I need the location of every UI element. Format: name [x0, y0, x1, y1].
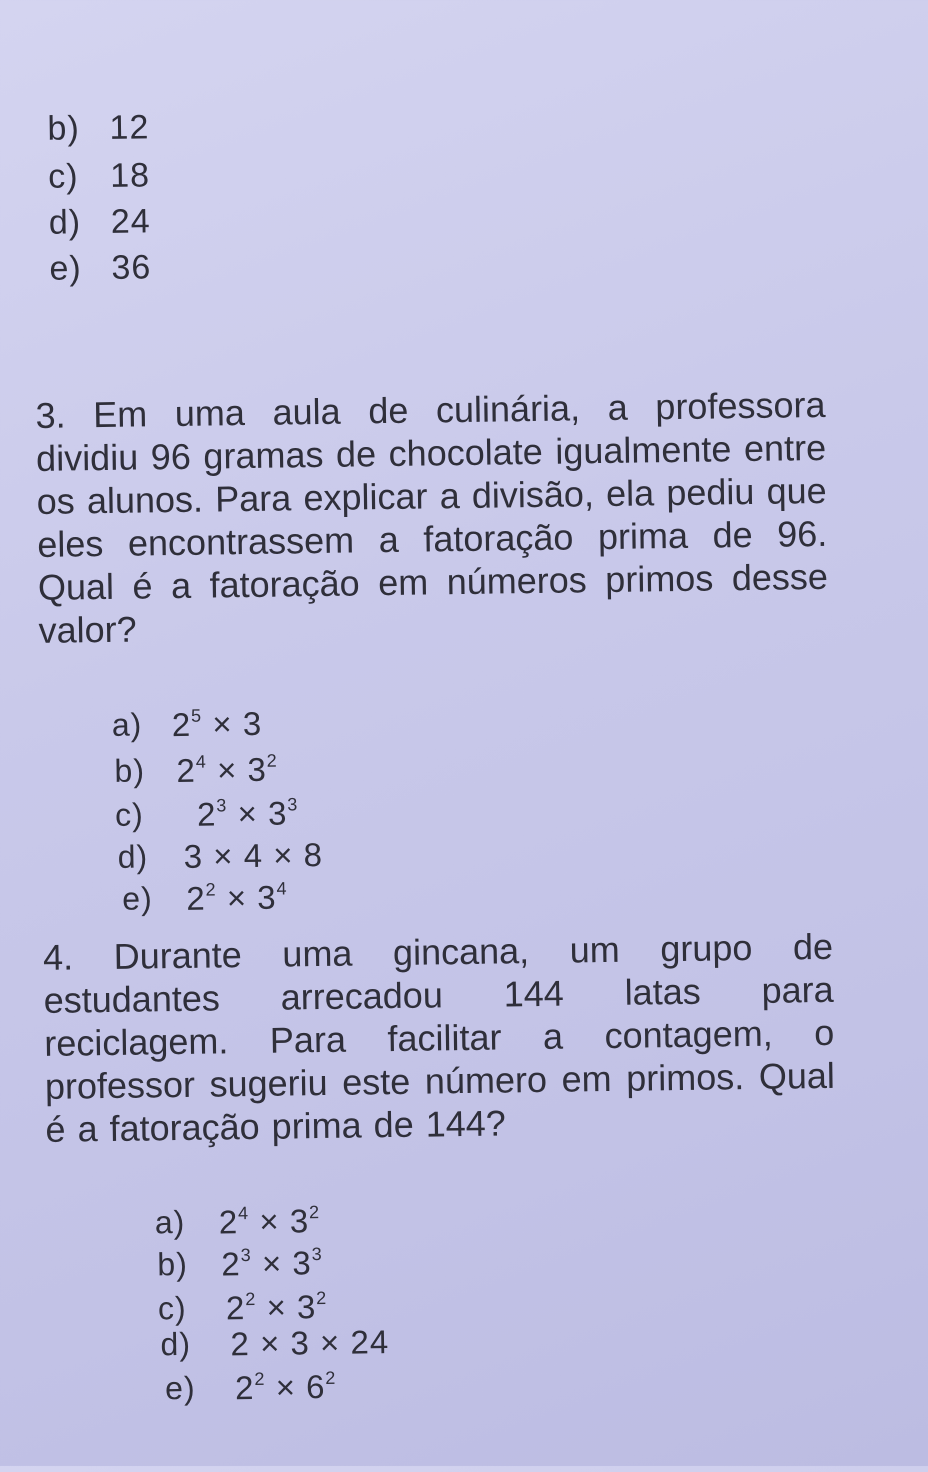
factorization-expression: [219, 1202, 321, 1241]
question-line: 3. Em uma aula de culinária, a professora: [35, 383, 826, 436]
factor-base: 8: [303, 835, 324, 874]
option-letter: c): [157, 1289, 187, 1327]
option-letter: c): [114, 796, 145, 833]
factor-base: 6: [305, 1367, 326, 1406]
question-4-text: [43, 925, 836, 1151]
factor-exponent: 4: [276, 878, 288, 899]
option-letter: b): [114, 752, 146, 789]
factorization-expression: [226, 1288, 328, 1327]
factor-exponent: 2: [205, 879, 217, 900]
option-letter: b): [157, 1245, 189, 1283]
factorization-expression: [176, 751, 278, 790]
factor-exponent: 2: [254, 1368, 266, 1389]
factor-base: 2: [176, 751, 197, 790]
option-letter: e): [49, 249, 82, 288]
q2-option-b: [47, 108, 149, 148]
factor-base: 2: [221, 1245, 242, 1283]
question-line: estudantes arrecadou 144 latas para: [43, 968, 834, 1021]
option-letter: c): [47, 157, 79, 196]
times-operator: ×: [262, 836, 304, 874]
times-operator: ×: [201, 705, 244, 743]
factor-base: 2: [225, 1289, 246, 1327]
option-letter: e): [122, 880, 153, 917]
question-line: reciclagem. Para facilitar a contagem, o: [44, 1011, 835, 1064]
factorization-expression: [186, 878, 288, 917]
factor-exponent: 2: [266, 750, 278, 771]
option-letter: e): [164, 1369, 196, 1407]
factor-base: 2: [186, 879, 206, 917]
factorization-expression: [197, 794, 299, 833]
factor-exponent: 4: [195, 751, 207, 772]
factorization-expression: [183, 836, 323, 876]
factor-exponent: 3: [240, 1245, 252, 1266]
times-operator: ×: [227, 794, 269, 833]
times-operator: ×: [251, 1244, 293, 1283]
factorization-expression: [172, 705, 263, 744]
option-letter: a): [111, 706, 143, 743]
q2-option-d: [49, 202, 151, 242]
question-3-text: [35, 383, 829, 652]
factor-base: 4: [243, 836, 264, 875]
times-operator: ×: [216, 878, 258, 917]
factor-exponent: 2: [325, 1367, 337, 1388]
factor-base: 3: [183, 837, 204, 875]
option-value: 24: [110, 202, 151, 241]
times-operator: ×: [249, 1324, 291, 1363]
factor-base: 24: [350, 1323, 390, 1361]
option-value: 12: [109, 108, 150, 147]
factor-base: 3: [296, 1288, 317, 1326]
option-value: 18: [109, 156, 151, 195]
factorization-expression: [230, 1323, 389, 1363]
factor-exponent: 2: [316, 1287, 328, 1309]
factor-base: 3: [289, 1202, 310, 1240]
option-letter: d): [48, 203, 82, 242]
factor-base: 2: [218, 1203, 239, 1241]
times-operator: ×: [202, 837, 244, 875]
q2-option-e: [49, 248, 151, 288]
factor-exponent: 3: [216, 795, 228, 816]
times-operator: ×: [206, 751, 248, 789]
question-line: valor?: [38, 608, 137, 651]
factor-exponent: 5: [190, 705, 203, 726]
option-value: 36: [111, 248, 152, 287]
factor-exponent: 3: [311, 1244, 323, 1265]
factor-base: 3: [267, 794, 288, 832]
times-operator: ×: [265, 1368, 307, 1406]
option-letter: d): [117, 838, 149, 875]
question-line: os alunos. Para explicar a divisão, ela pediu que: [36, 469, 827, 522]
question-line: é a fatoração prima de 144?: [45, 1102, 507, 1150]
factor-exponent: 4: [237, 1203, 250, 1224]
factor-base: 2: [234, 1368, 255, 1407]
factor-base: 3: [247, 750, 268, 789]
factor-base: 3: [242, 704, 263, 743]
option-letter: d): [160, 1325, 192, 1363]
factor-exponent: 3: [287, 794, 299, 815]
factor-exponent: 2: [245, 1288, 257, 1310]
option-letter: b): [47, 109, 81, 148]
q2-option-c: [48, 156, 150, 196]
question-line: 4. Durante uma gincana, um grupo de: [42, 925, 834, 978]
times-operator: ×: [309, 1323, 351, 1362]
question-line: eles encontrassem a fatoração prima de 96.: [37, 512, 828, 565]
times-operator: ×: [248, 1202, 291, 1241]
factor-base: 3: [292, 1244, 312, 1282]
factor-base: 2: [171, 705, 192, 744]
question-line: dividiu 96 gramas de chocolate igualmente entre: [35, 426, 827, 479]
factor-exponent: 2: [308, 1202, 321, 1223]
factorization-expression: [235, 1368, 337, 1407]
times-operator: ×: [256, 1288, 298, 1326]
option-letter: a): [154, 1203, 186, 1241]
factor-base: 3: [290, 1324, 311, 1362]
factor-base: 2: [230, 1325, 251, 1363]
question-line: professor sugeriu este número em primos. Qual: [44, 1054, 836, 1107]
question-line: Qual é a fatoração em números primos desse: [37, 555, 829, 608]
factorization-expression: [221, 1244, 323, 1283]
factor-base: 2: [196, 795, 217, 833]
factor-base: 3: [257, 878, 277, 916]
